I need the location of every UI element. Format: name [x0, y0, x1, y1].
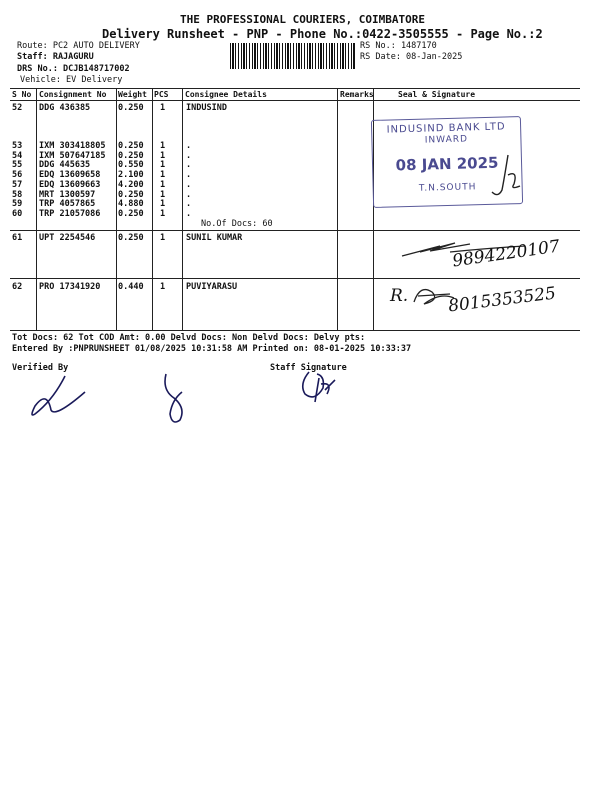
cell-wt: 0.250 — [118, 103, 144, 113]
cell-pcs: 1 — [160, 179, 166, 190]
staff-signature-mark — [295, 368, 345, 408]
vehicle-label: Vehicle: EV Delivery — [20, 75, 123, 85]
cell-wt: 0.550 — [118, 160, 144, 171]
cell-wt: 0.250 — [118, 233, 144, 243]
cell-cn: PRO 17341920 — [39, 282, 101, 292]
cell-sno: 56 — [12, 170, 23, 181]
cell-consignee: SUNIL KUMAR — [186, 233, 243, 243]
cell-consignee: . — [186, 170, 192, 181]
cell-wt: 0.440 — [118, 282, 144, 292]
cell-pcs: 1 — [160, 141, 166, 151]
entered-by-line: Entered By :PNPRUNSHEET 01/08/2025 10:31:58 AM Printed on: 08-01-2025 10:33:37 — [12, 344, 412, 354]
cell-pcs: 1 — [160, 233, 166, 243]
company-title: THE PROFESSIONAL COURIERS, COIMBATORE — [180, 13, 426, 26]
cell-cn: EDQ 13609663 — [39, 179, 101, 190]
cell-sno: 62 — [12, 282, 23, 292]
rs-number: RS No.: 1487170 — [360, 41, 437, 51]
handwritten-initial: R. — [390, 286, 409, 306]
cell-consignee: . — [186, 199, 192, 210]
col-header-weight: Weight — [118, 90, 147, 99]
cell-consignee: . — [186, 189, 192, 200]
staff-signature-label: Staff Signature — [270, 363, 347, 373]
cell-pcs: 1 — [160, 160, 166, 171]
col-header-consignment: Consignment No — [39, 90, 107, 99]
handwritten-phone-2: 8015353525 — [447, 283, 557, 317]
cell-cn: TRP 21057086 — [39, 208, 101, 219]
cell-wt: 4.880 — [118, 199, 144, 210]
cell-consignee: . — [186, 141, 192, 151]
drs-number: DRS No.: DCJB148717002 — [17, 64, 130, 74]
verifier-mark — [160, 370, 200, 430]
table-header-border — [10, 100, 580, 101]
cell-wt: 0.250 — [118, 141, 144, 151]
row-divider-1 — [10, 230, 580, 231]
cell-wt: 4.200 — [118, 179, 144, 190]
cell-consignee: INDUSIND — [186, 103, 227, 113]
row-divider-2 — [10, 278, 580, 279]
docs-count: No.Of Docs: 60 — [201, 219, 273, 229]
cell-wt: 2.100 — [118, 170, 144, 181]
col-header-remarks: Remarks — [340, 90, 374, 99]
cell-sno: 54 — [12, 150, 23, 161]
stamp-bank-name: INDUSIND BANK LTD — [386, 121, 506, 136]
table-bottom-border — [10, 330, 580, 331]
cell-sno: 55 — [12, 160, 23, 171]
cell-pcs: 1 — [160, 189, 166, 200]
barcode-image — [230, 43, 356, 69]
cell-sno: 61 — [12, 233, 23, 243]
stamp-inward: INWARD — [424, 134, 469, 146]
cell-cn: IXM 507647185 — [39, 150, 106, 161]
cell-cn: EDQ 13609658 — [39, 170, 101, 181]
cell-consignee: . — [186, 208, 192, 219]
totals-line: Tot Docs: 62 Tot COD Amt: 0.00 Delvd Docs: Non Delvd Docs: Delvy pts: — [12, 333, 366, 343]
table-top-border — [10, 88, 580, 89]
cell-cn: DDG 445635 — [39, 160, 91, 171]
cell-cn: IXM 303418805 — [39, 141, 106, 151]
cell-consignee: . — [186, 150, 192, 161]
cell-sno: 59 — [12, 199, 23, 210]
route-label: Route: PC2 AUTO DELIVERY — [17, 41, 140, 51]
cell-cn: MRT 1300597 — [39, 189, 96, 200]
col-header-consignee: Consignee Details — [185, 90, 267, 99]
cell-sno: 57 — [12, 179, 23, 190]
col-divider-sno — [36, 88, 37, 330]
staff-label: Staff: RAJAGURU — [17, 52, 94, 62]
cell-sno: 52 — [12, 103, 23, 113]
verified-by-label: Verified By — [12, 363, 69, 373]
cell-consignee: . — [186, 179, 192, 190]
stamp-region: T.N.SOUTH — [418, 182, 477, 194]
stamp-signature — [490, 150, 530, 200]
cell-consignee: PUVIYARASU — [186, 282, 238, 292]
cell-pcs: 1 — [160, 199, 166, 210]
cell-sno: 60 — [12, 208, 23, 219]
col-header-pcs: PCS — [154, 90, 169, 99]
handwritten-phone-1: 9894220107 — [451, 236, 562, 272]
cell-wt: 0.250 — [118, 208, 144, 219]
col-divider-cn — [116, 88, 117, 330]
stamp-date: 08 JAN 2025 — [395, 153, 499, 175]
cell-wt: 0.250 — [118, 189, 144, 200]
cell-pcs: 1 — [160, 282, 166, 292]
verifier-signature — [25, 370, 95, 425]
cell-consignee: . — [186, 160, 192, 171]
cell-pcs: 1 — [160, 150, 166, 161]
cell-pcs: 1 — [160, 208, 166, 219]
cell-pcs: 1 — [160, 170, 166, 181]
cell-cn: DDG 436385 — [39, 103, 91, 113]
col-divider-pcs — [182, 88, 183, 330]
cell-sno: 58 — [12, 189, 23, 200]
cell-cn: TRP 4057865 — [39, 199, 96, 210]
cell-cn: UPT 2254546 — [39, 233, 96, 243]
col-divider-cons — [337, 88, 338, 330]
cell-pcs: 1 — [160, 103, 166, 113]
cell-wt: 0.250 — [118, 150, 144, 161]
rs-date: RS Date: 08-Jan-2025 — [360, 52, 463, 62]
col-header-seal: Seal & Signature — [398, 90, 476, 99]
cell-sno: 53 — [12, 141, 23, 151]
col-header-sno: S No — [12, 90, 32, 99]
col-divider-wt — [152, 88, 153, 330]
runsheet-subtitle: Delivery Runsheet - PNP - Phone No.:0422-3505555 - Page No.:2 — [102, 27, 543, 41]
